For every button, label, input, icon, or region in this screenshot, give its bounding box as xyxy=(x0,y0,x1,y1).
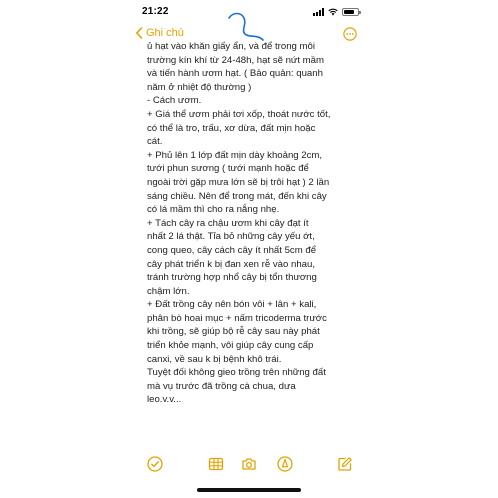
note-line: khi trồng, sẽ giúp bộ rễ cây sau này phát xyxy=(147,326,320,338)
note-line: triển khỏe mạnh, vôi giúp cây cung cấp xyxy=(147,340,314,352)
note-line: trường kín khí từ 24-48h, hạt sẽ nứt mầm xyxy=(147,54,325,66)
note-line: Tuyệt đối không gieo trồng trên những đất xyxy=(147,367,326,379)
bottom-toolbar xyxy=(127,454,371,478)
note-line: năm ở nhiệt độ thường ) xyxy=(147,81,252,93)
camera-icon[interactable] xyxy=(241,456,257,472)
table-grid-icon[interactable] xyxy=(208,456,224,472)
note-line: ủ hạt vào khăn giấy ẩn, và để trong môi xyxy=(147,41,315,52)
note-line: mà vụ trước đã trồng cà chua, dưa xyxy=(147,380,296,392)
wifi-icon xyxy=(328,8,338,16)
note-line: tránh trường hợp nhổ cây bị tổn thương xyxy=(147,272,317,284)
back-button-label: Ghi chú xyxy=(146,27,184,39)
note-line: cây phát triển k bị đan xen rễ vào nhau, xyxy=(147,258,315,270)
note-line: tưới phun sương ( tưới mạnh hoặc để xyxy=(147,163,309,175)
note-line: phân bò hoai mục + nấm tricoderma trước xyxy=(147,312,327,324)
notes-screen xyxy=(127,0,371,498)
battery-icon xyxy=(342,8,359,16)
compose-icon[interactable] xyxy=(337,456,353,472)
note-line: leo.v.v... xyxy=(147,394,182,406)
note-line: + Đất trồng cây nên bón vôi + lân + kali, xyxy=(147,299,317,311)
markup-pen-icon[interactable] xyxy=(277,456,293,472)
note-line: + Tách cây ra chậu ươm khi cây đạt ít xyxy=(147,217,309,229)
note-line: nhất 2 lá thật. Tỉa bỏ những cây yếu ớt, xyxy=(147,231,315,243)
cellular-signal-icon xyxy=(313,8,324,16)
note-line: có lá mầm thì cho ra nắng nhẹ. xyxy=(147,204,280,216)
note-line: ngoài trời gặp mưa lớn sẽ bị trôi hạt ) 2 lần xyxy=(147,176,330,188)
note-body[interactable] xyxy=(147,40,369,452)
note-line: + Giá thể ươm phải tơi xốp, thoát nước tốt, xyxy=(147,108,331,120)
note-line: cong queo, cây cách cây ít nhất 5cm để xyxy=(147,244,317,256)
note-line: có thể là tro, trấu, xơ dừa, đất mịn hoặc xyxy=(147,122,316,134)
note-line: + Phủ lên 1 lớp đất mịn dày khoảng 2cm, xyxy=(147,149,323,161)
ellipsis-circle-icon[interactable] xyxy=(343,27,357,41)
note-line: cát. xyxy=(147,136,163,148)
status-icons xyxy=(313,8,359,16)
battery-fill xyxy=(344,10,354,14)
note-line: - Cách ươm. xyxy=(147,95,202,107)
chevron-left-icon xyxy=(135,27,143,39)
note-line: canxi, về sau k bị bệnh khô trái. xyxy=(147,353,282,365)
note-line: sáng chiều. Nên để trong mát, đến khi cây xyxy=(147,190,327,202)
note-line: và tiến hành ươm hạt. ( Bảo quản: quanh xyxy=(147,68,323,80)
status-time: 21:22 xyxy=(142,6,169,17)
back-button[interactable] xyxy=(135,27,184,39)
note-line: chậm lớn. xyxy=(147,285,190,297)
checklist-icon[interactable] xyxy=(147,456,163,472)
home-indicator[interactable] xyxy=(197,488,301,492)
